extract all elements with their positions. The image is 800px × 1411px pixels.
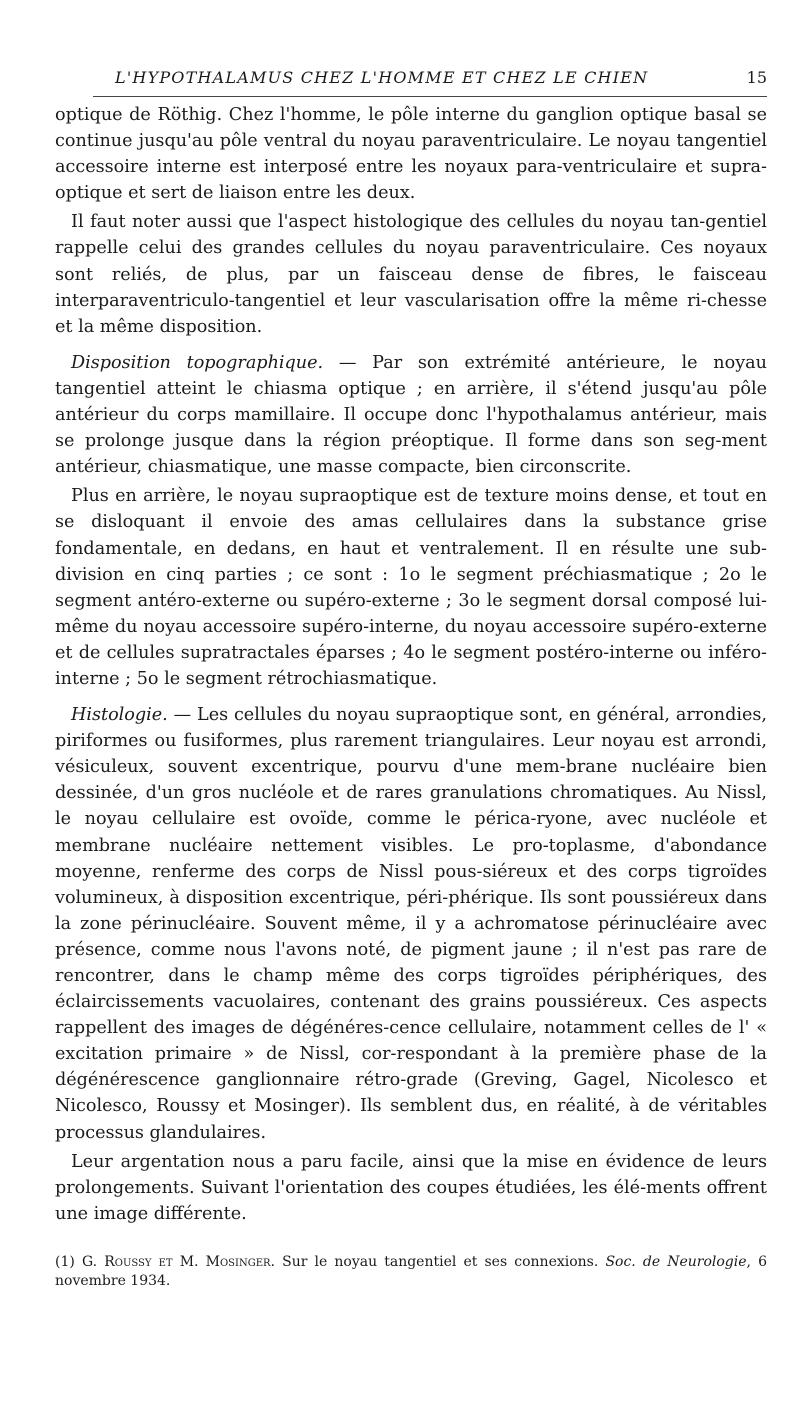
- paragraph: optique de Röthig. Chez l'homme, le pôle interne du ganglion optique basal se continue jusqu'au pôle ventral du noyau paraventriculaire. Le noyau tangentiel accessoire interne est interposé entre les noyaux para-ventriculaire et supra-optique et sert de liaison entre les deux.: [55, 105, 767, 204]
- footnote-journal: Soc. de Neurologie: [605, 1253, 747, 1270]
- footnote: [55, 1253, 767, 1291]
- running-title: L'HYPOTHALAMUS CHEZ L'HOMME ET CHEZ LE CHIEN: [115, 68, 649, 87]
- paragraph-histologie: Histologie. — Les cellules du noyau supraoptique sont, en général, arrondies, piriformes ou fusiformes, plus rarement triangulaires. Leur noyau est arrondi, vésiculeux, souvent excentrique, pourvu d'une mem-brane nucléaire bien dessinée, d'un gros nucléole et de rares granulations chromatiques. Au Nissl, le noyau cellulaire est ovoïde, comme le périca-ryone, avec nucléole et membrane nucléaire nettement visibles. Le pro-toplasme, d'abondance moyenne, renferme des corps de Nissl pous-siéreux et des corps tigroïdes volumineux, à disposition excentrique, péri-phérique. Ils sont poussiéreux dans la zone périnucléaire. Souvent même, il y a achromatose périnucléaire avec présence, comme nous l'avons noté, de pigment jaune ; il n'est pas rare de rencontrer, dans le champ même des corps tigroïdes périphériques, des éclaircissements vacuolaires, contenant des grains poussiéreux. Ces aspects rappellent des images de dégénéres-cence cellulaire, notamment celles de l' « excitation primaire » de Nissl, cor-respondant à la première phase de la dégénérescence ganglionnaire rétro-grade (Greving, Gagel, Nicolesco et Nicolesco, Roussy et Mosinger). Ils semblent dus, en réalité, à de véritables processus glandulaires.: [55, 705, 767, 1143]
- page-number: 15: [746, 68, 767, 87]
- body-text: [55, 102, 767, 1227]
- paragraph-disposition: Disposition topographique. — Par son extrémité antérieure, le noyau tangentiel atteint le chiasma optique ; en arrière, il s'étend jusqu'au pôle antérieur du corps mamillaire. Il occupe donc l'hypothalamus antérieur, mais se prolonge jusque dans la région préoptique. Il forme dans son seg-ment antérieur, chiasmatique, une masse compacte, bien circonscrite.: [55, 352, 767, 478]
- header-rule: [93, 96, 767, 97]
- paragraph: Leur argentation nous a paru facile, ainsi que la mise en évidence de leurs prolongements. Suivant l'orientation des coupes étudiées, les élé-ments offrent une image différente.: [55, 1151, 767, 1224]
- section-lead: Histologie.: [71, 705, 168, 726]
- page: [55, 68, 767, 1291]
- footnote-authors: Roussy et M. Mosinger.: [104, 1253, 275, 1270]
- section-lead: Disposition topographique.: [71, 352, 324, 373]
- footnote-marker: (1) G.: [55, 1253, 98, 1270]
- paragraph: Il faut noter aussi que l'aspect histologique des cellules du noyau tan-gentiel rappelle celui des grandes cellules du noyau paraventriculaire. Ces noyaux sont reliés, de plus, par un faisceau dense de fibres, le faisceau interparaventriculo-tangentiel et leur vascularisation offre la même ri-chesse et la même disposition.: [55, 212, 767, 337]
- paragraph: Plus en arrière, le noyau supraoptique est de texture moins dense, et tout en se disloquant il envoie des amas cellulaires dans la substance grise fondamentale, en dedans, en haut et ventralement. Il en résulte une sub-division en cinq parties ; ce sont : 1o le segment préchiasmatique ; 2o le segment antéro-externe ou supéro-externe ; 3o le segment dorsal composé lui-même du noyau accessoire supéro-interne, du noyau accessoire supéro-externe et de cellules supratractales éparses ; 4o le segment postéro-interne ou inféro-interne ; 5o le segment rétrochiasmatique.: [55, 486, 767, 689]
- page-header: [55, 68, 767, 102]
- footnote-date: , 6 novembre 1934.: [55, 1253, 768, 1289]
- footnote-text: Sur le noyau tangentiel et ses connexions.: [274, 1253, 606, 1270]
